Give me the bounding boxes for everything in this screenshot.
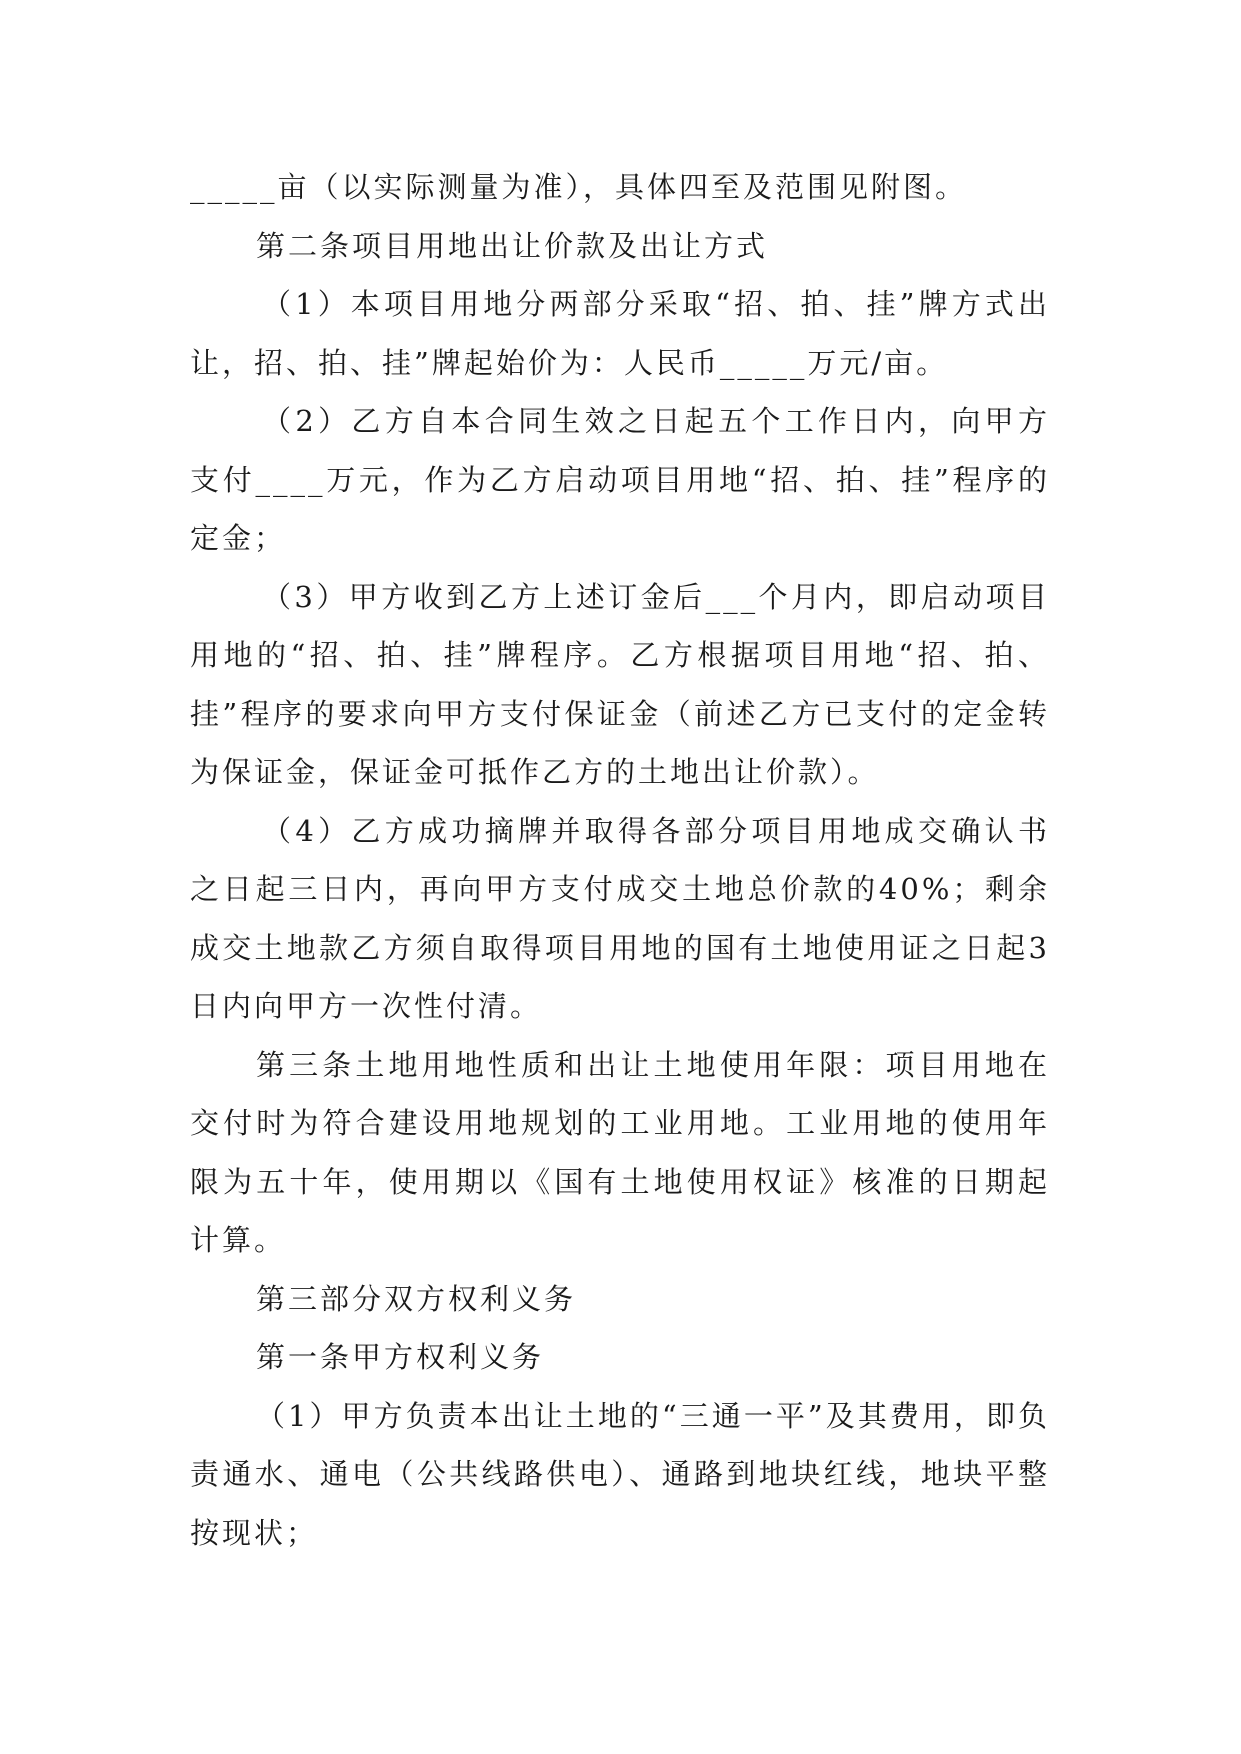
paragraph-area-measure: _____亩（以实际测量为准），具体四至及范围见附图。: [190, 170, 968, 204]
heading-part-3: 第三部分双方权利义务: [256, 1281, 577, 1316]
paragraph-party-a-clause-1: （1）甲方负责本出让土地的“三通一平”及其费用，即负责通水、通电（公共线路供电）、通路到地块红线，地块平整按现状；: [190, 1398, 1050, 1550]
paragraph-clause-3: （3）甲方收到乙方上述订金后___个月内，即启动项目用地的“招、拍、挂”牌程序。乙方根据项目用地“招、拍、挂”程序的要求向甲方支付保证金（前述乙方已支付的定金转为保证金，保证金可抵作乙方的土地出让价款）。: [190, 579, 1050, 789]
paragraph-article-3: 第三条土地用地性质和出让土地使用年限：项目用地在交付时为符合建设用地规划的工业用地。工业用地的使用年限为五十年，使用期以《国有土地使用权证》核准的日期起计算。: [190, 1047, 1050, 1257]
heading-party-a-rights: 第一条甲方权利义务: [256, 1340, 545, 1374]
heading-article-2: 第二条项目用地出让价款及出让方式: [256, 228, 769, 263]
paragraph-clause-4: （4）乙方成功摘牌并取得各部分项目用地成交确认书之日起三日内，再向甲方支付成交土地总价款的40%；剩余成交土地款乙方须自取得项目用地的国有土地使用证之日起3日内向甲方一次性付清。: [190, 813, 1050, 1023]
paragraph-clause-1: （1）本项目用地分两部分采取“招、拍、挂”牌方式出让，招、拍、挂”牌起始价为：人民币_____万元/亩。: [190, 287, 1050, 380]
document-body: [190, 158, 1050, 1562]
paragraph-clause-2: （2）乙方自本合同生效之日起五个工作日内，向甲方支付____万元，作为乙方启动项目用地“招、拍、挂”程序的定金；: [190, 404, 1050, 555]
